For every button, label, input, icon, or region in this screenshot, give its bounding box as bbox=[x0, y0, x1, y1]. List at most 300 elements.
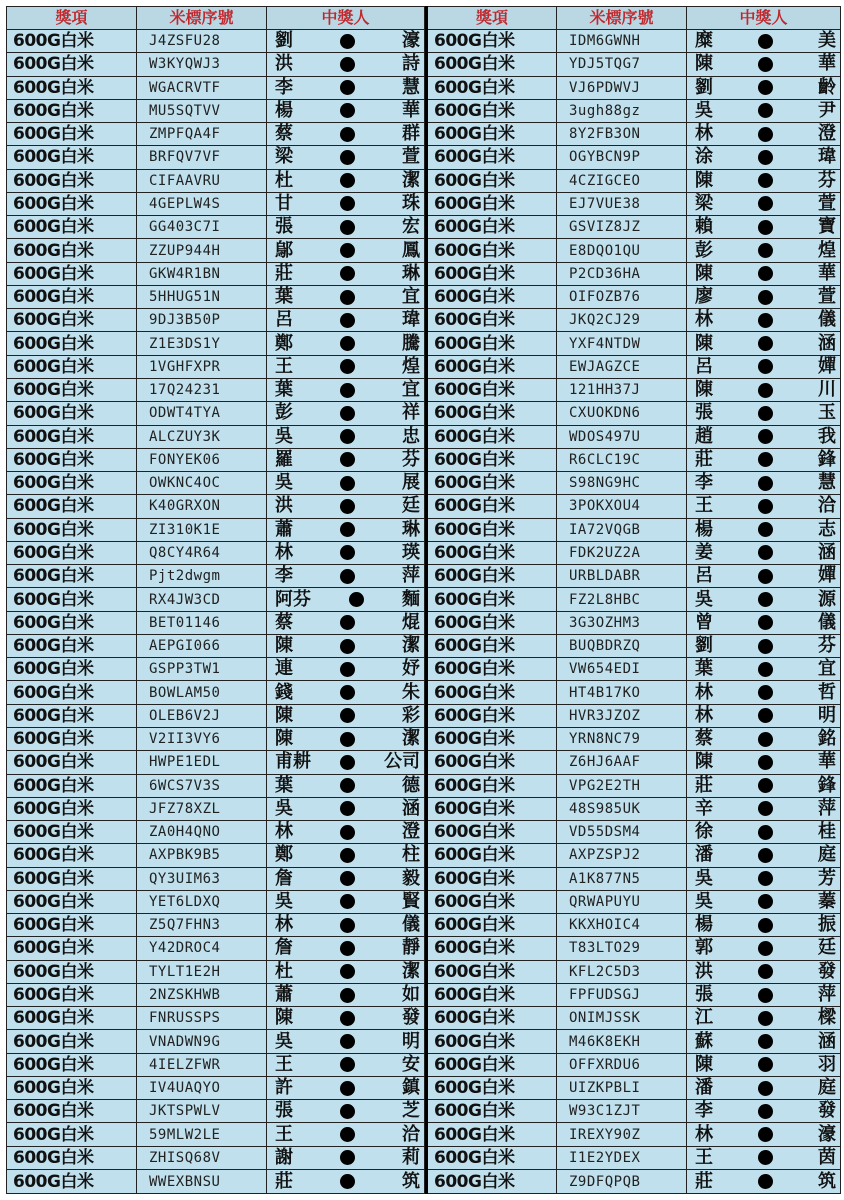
winner-table-right bbox=[425, 6, 841, 1194]
winner-name bbox=[687, 263, 840, 285]
winner-surname: 郭 bbox=[695, 937, 713, 959]
table-row bbox=[7, 518, 425, 541]
mask-dot-icon bbox=[340, 988, 355, 1003]
serial-cell: M46K8EKH bbox=[557, 1030, 687, 1053]
winner-name bbox=[687, 728, 840, 750]
mask-dot-icon bbox=[758, 639, 773, 654]
serial-cell: JKQ2CJ29 bbox=[557, 309, 687, 332]
table-row bbox=[427, 1030, 841, 1053]
winner-name bbox=[687, 705, 840, 727]
mask-dot-icon bbox=[340, 173, 355, 188]
mask-dot-icon bbox=[758, 848, 773, 863]
winner-cell bbox=[687, 123, 841, 146]
winner-surname: 謝 bbox=[275, 1146, 293, 1168]
prize-cell: 600G白米 bbox=[7, 1076, 137, 1099]
serial-cell: 3POKXOU4 bbox=[557, 495, 687, 518]
table-row bbox=[7, 797, 425, 820]
mask-dot-icon bbox=[340, 778, 355, 793]
winner-name bbox=[267, 751, 424, 773]
winner-given-name: 發 bbox=[818, 960, 836, 982]
winner-cell bbox=[687, 285, 841, 308]
table-row bbox=[427, 518, 841, 541]
winner-cell bbox=[267, 448, 425, 471]
winner-given-name: 發 bbox=[402, 1007, 420, 1029]
winner-given-name: 焜 bbox=[402, 611, 420, 633]
table-row bbox=[427, 53, 841, 76]
serial-cell: P2CD36HA bbox=[557, 262, 687, 285]
winner-surname: 呂 bbox=[275, 309, 293, 331]
winner-name bbox=[687, 635, 840, 657]
winner-given-name: 麵 bbox=[402, 588, 420, 610]
prize-cell: 600G白米 bbox=[427, 983, 557, 1006]
serial-cell: VPG2E2TH bbox=[557, 774, 687, 797]
winner-surname: 葉 bbox=[275, 379, 293, 401]
table-row bbox=[7, 681, 425, 704]
serial-cell: FZ2L8HBC bbox=[557, 588, 687, 611]
winner-cell bbox=[687, 472, 841, 495]
winner-surname: 涂 bbox=[695, 146, 713, 168]
prize-cell: 600G白米 bbox=[7, 1053, 137, 1076]
winner-cell bbox=[267, 890, 425, 913]
winner-rows-right bbox=[427, 30, 841, 1194]
winner-cell bbox=[267, 1146, 425, 1169]
mask-dot-icon bbox=[758, 1174, 773, 1189]
winner-given-name: 廷 bbox=[402, 495, 420, 517]
serial-cell: 17Q24231 bbox=[137, 378, 267, 401]
winner-name bbox=[267, 53, 424, 75]
table-row bbox=[7, 774, 425, 797]
prize-cell: 600G白米 bbox=[7, 914, 137, 937]
winner-given-name: 洽 bbox=[402, 1123, 420, 1145]
winner-given-name: 銘 bbox=[818, 728, 836, 750]
winner-given-name: 玉 bbox=[818, 402, 836, 424]
mask-dot-icon bbox=[758, 34, 773, 49]
table-row bbox=[7, 355, 425, 378]
mask-dot-icon bbox=[758, 778, 773, 793]
winner-cell bbox=[267, 239, 425, 262]
winner-name bbox=[267, 240, 424, 262]
winner-name bbox=[687, 123, 840, 145]
winner-given-name: 瑛 bbox=[402, 541, 420, 563]
winner-surname: 蔡 bbox=[275, 611, 293, 633]
winner-surname: 林 bbox=[275, 821, 293, 843]
table-row bbox=[7, 169, 425, 192]
winner-cell bbox=[267, 634, 425, 657]
winner-given-name: 濠 bbox=[402, 30, 420, 52]
serial-cell: Z1E3DS1Y bbox=[137, 332, 267, 355]
mask-dot-icon bbox=[758, 1034, 773, 1049]
winner-given-name: 萱 bbox=[402, 146, 420, 168]
winner-given-name: 如 bbox=[402, 984, 420, 1006]
serial-cell: IA72VQGB bbox=[557, 518, 687, 541]
serial-cell: 121HH37J bbox=[557, 378, 687, 401]
winner-name bbox=[267, 937, 424, 959]
winner-cell bbox=[267, 727, 425, 750]
table-row bbox=[7, 216, 425, 239]
mask-dot-icon bbox=[340, 476, 355, 491]
mask-dot-icon bbox=[340, 429, 355, 444]
winner-given-name: 珠 bbox=[402, 192, 420, 214]
winner-cell bbox=[687, 658, 841, 681]
prize-cell: 600G白米 bbox=[427, 634, 557, 657]
winner-cell bbox=[267, 751, 425, 774]
winner-surname: 張 bbox=[695, 402, 713, 424]
winner-surname: 辛 bbox=[695, 797, 713, 819]
winner-name bbox=[687, 216, 840, 238]
winner-surname: 陳 bbox=[275, 704, 293, 726]
table-row bbox=[7, 704, 425, 727]
winner-cell bbox=[687, 146, 841, 169]
winner-given-name: 明 bbox=[818, 704, 836, 726]
table-row bbox=[427, 448, 841, 471]
winner-name bbox=[267, 821, 424, 843]
prize-cell: 600G白米 bbox=[7, 890, 137, 913]
mask-dot-icon bbox=[340, 57, 355, 72]
table-row bbox=[7, 448, 425, 471]
mask-dot-icon bbox=[340, 685, 355, 700]
prize-cell: 600G白米 bbox=[7, 1146, 137, 1169]
winner-cell bbox=[687, 914, 841, 937]
winner-name bbox=[687, 1054, 840, 1076]
winner-name bbox=[267, 30, 424, 52]
serial-cell: BRFQV7VF bbox=[137, 146, 267, 169]
mask-dot-icon bbox=[758, 243, 773, 258]
winner-name bbox=[687, 798, 840, 820]
mask-dot-icon bbox=[340, 1081, 355, 1096]
winner-name bbox=[687, 914, 840, 936]
winner-cell bbox=[687, 960, 841, 983]
prize-cell: 600G白米 bbox=[7, 751, 137, 774]
prize-cell: 600G白米 bbox=[427, 76, 557, 99]
mask-dot-icon bbox=[758, 755, 773, 770]
prize-cell: 600G白米 bbox=[7, 472, 137, 495]
serial-cell: AXPBK9B5 bbox=[137, 844, 267, 867]
serial-cell: KFL2C5D3 bbox=[557, 960, 687, 983]
table-row bbox=[427, 30, 841, 53]
winner-cell bbox=[687, 727, 841, 750]
table-row bbox=[7, 1123, 425, 1146]
winner-name bbox=[687, 589, 840, 611]
winner-cell bbox=[687, 565, 841, 588]
prize-cell: 600G白米 bbox=[427, 99, 557, 122]
table-row bbox=[7, 1100, 425, 1123]
winner-name bbox=[267, 775, 424, 797]
winner-surname: 呂 bbox=[695, 355, 713, 377]
winner-surname: 甘 bbox=[275, 192, 293, 214]
prize-cell: 600G白米 bbox=[7, 867, 137, 890]
winner-cell bbox=[267, 797, 425, 820]
prize-cell: 600G白米 bbox=[7, 53, 137, 76]
winner-name bbox=[687, 30, 840, 52]
winner-given-name: 川 bbox=[818, 379, 836, 401]
winner-cell bbox=[267, 960, 425, 983]
winner-cell bbox=[267, 774, 425, 797]
serial-cell: MU5SQTVV bbox=[137, 99, 267, 122]
winner-cell bbox=[687, 1076, 841, 1099]
winner-surname: 洪 bbox=[275, 53, 293, 75]
mask-dot-icon bbox=[758, 708, 773, 723]
mask-dot-icon bbox=[758, 173, 773, 188]
winner-name bbox=[267, 449, 424, 471]
winner-surname: 蔡 bbox=[695, 728, 713, 750]
serial-cell: VW654EDI bbox=[557, 658, 687, 681]
winner-cell bbox=[687, 681, 841, 704]
serial-cell: OWKNC4OC bbox=[137, 472, 267, 495]
mask-dot-icon bbox=[340, 34, 355, 49]
table-row bbox=[427, 216, 841, 239]
prize-cell: 600G白米 bbox=[7, 1170, 137, 1194]
prize-cell: 600G白米 bbox=[427, 588, 557, 611]
mask-dot-icon bbox=[340, 406, 355, 421]
serial-cell: CIFAAVRU bbox=[137, 169, 267, 192]
prize-cell: 600G白米 bbox=[7, 285, 137, 308]
table-row bbox=[7, 239, 425, 262]
serial-cell: YRN8NC79 bbox=[557, 727, 687, 750]
table-row bbox=[7, 192, 425, 215]
winner-given-name: 澄 bbox=[402, 821, 420, 843]
winner-given-name: 涵 bbox=[818, 541, 836, 563]
mask-dot-icon bbox=[758, 1104, 773, 1119]
prize-cell: 600G白米 bbox=[7, 960, 137, 983]
table-row bbox=[427, 937, 841, 960]
winner-surname: 林 bbox=[695, 681, 713, 703]
winner-surname: 葉 bbox=[695, 658, 713, 680]
winner-surname: 吳 bbox=[695, 588, 713, 610]
mask-dot-icon bbox=[758, 103, 773, 118]
mask-dot-icon bbox=[340, 964, 355, 979]
winner-given-name: 瑋 bbox=[818, 146, 836, 168]
table-row bbox=[7, 960, 425, 983]
winner-name bbox=[687, 286, 840, 308]
table-row bbox=[7, 285, 425, 308]
winner-given-name: 琳 bbox=[402, 262, 420, 284]
winner-surname: 江 bbox=[695, 1007, 713, 1029]
winner-given-name: 潔 bbox=[402, 728, 420, 750]
winner-cell bbox=[687, 611, 841, 634]
mask-dot-icon bbox=[758, 359, 773, 374]
prize-cell: 600G白米 bbox=[7, 518, 137, 541]
mask-dot-icon bbox=[758, 941, 773, 956]
winner-name bbox=[687, 542, 840, 564]
table-row bbox=[427, 867, 841, 890]
winner-name bbox=[267, 309, 424, 331]
winner-name bbox=[267, 658, 424, 680]
winner-surname: 梁 bbox=[275, 146, 293, 168]
prize-cell: 600G白米 bbox=[427, 123, 557, 146]
prize-cell: 600G白米 bbox=[7, 821, 137, 844]
mask-dot-icon bbox=[758, 1081, 773, 1096]
prize-cell: 600G白米 bbox=[7, 565, 137, 588]
winner-name bbox=[687, 1124, 840, 1146]
winner-name bbox=[687, 519, 840, 541]
winner-given-name: 瑋 bbox=[402, 309, 420, 331]
table-row bbox=[7, 1076, 425, 1099]
winner-cell bbox=[687, 355, 841, 378]
winner-name bbox=[267, 1031, 424, 1053]
serial-cell: FNRUSSPS bbox=[137, 1007, 267, 1030]
prize-cell: 600G白米 bbox=[7, 99, 137, 122]
winner-given-name: 庭 bbox=[818, 844, 836, 866]
mask-dot-icon bbox=[758, 336, 773, 351]
serial-cell: Z6HJ6AAF bbox=[557, 751, 687, 774]
prize-cell: 600G白米 bbox=[427, 565, 557, 588]
serial-cell: IDM6GWNH bbox=[557, 30, 687, 53]
winner-surname: 阿芬 bbox=[275, 588, 311, 610]
winner-cell bbox=[267, 378, 425, 401]
winner-surname: 林 bbox=[695, 1123, 713, 1145]
mask-dot-icon bbox=[340, 1057, 355, 1072]
winner-surname: 陳 bbox=[695, 262, 713, 284]
prize-cell: 600G白米 bbox=[427, 192, 557, 215]
mask-dot-icon bbox=[340, 196, 355, 211]
prize-cell: 600G白米 bbox=[7, 355, 137, 378]
mask-dot-icon bbox=[758, 871, 773, 886]
prize-cell: 600G白米 bbox=[7, 774, 137, 797]
table-row bbox=[7, 262, 425, 285]
table-row bbox=[427, 472, 841, 495]
mask-dot-icon bbox=[340, 825, 355, 840]
serial-cell: W3KYQWJ3 bbox=[137, 53, 267, 76]
mask-dot-icon bbox=[758, 220, 773, 235]
mask-dot-icon bbox=[340, 871, 355, 886]
winner-surname: 糜 bbox=[695, 30, 713, 52]
winner-name bbox=[267, 426, 424, 448]
winner-name bbox=[267, 1077, 424, 1099]
table-row bbox=[427, 495, 841, 518]
winner-given-name: 華 bbox=[818, 53, 836, 75]
winner-given-name: 德 bbox=[402, 774, 420, 796]
mask-dot-icon bbox=[758, 732, 773, 747]
prize-cell: 600G白米 bbox=[427, 1076, 557, 1099]
table-row bbox=[7, 844, 425, 867]
table-row bbox=[427, 774, 841, 797]
table-row bbox=[7, 123, 425, 146]
table-row bbox=[427, 1170, 841, 1194]
winner-cell bbox=[267, 495, 425, 518]
prize-cell: 600G白米 bbox=[7, 797, 137, 820]
table-row bbox=[7, 402, 425, 425]
winner-surname: 林 bbox=[275, 541, 293, 563]
winner-cell bbox=[267, 1007, 425, 1030]
prize-cell: 600G白米 bbox=[7, 30, 137, 53]
serial-cell: HT4B17KO bbox=[557, 681, 687, 704]
winner-name bbox=[267, 682, 424, 704]
table-row bbox=[427, 402, 841, 425]
table-row bbox=[7, 1053, 425, 1076]
winner-name bbox=[687, 356, 840, 378]
mask-dot-icon bbox=[340, 639, 355, 654]
table-row bbox=[7, 867, 425, 890]
table-row bbox=[7, 937, 425, 960]
mask-dot-icon bbox=[340, 499, 355, 514]
prize-cell: 600G白米 bbox=[427, 495, 557, 518]
prize-cell: 600G白米 bbox=[7, 332, 137, 355]
winner-surname: 陳 bbox=[695, 53, 713, 75]
winner-given-name: 芝 bbox=[402, 1100, 420, 1122]
table-row bbox=[7, 914, 425, 937]
serial-cell: TYLT1E2H bbox=[137, 960, 267, 983]
winner-given-name: 宜 bbox=[818, 658, 836, 680]
winner-name bbox=[687, 937, 840, 959]
prize-cell: 600G白米 bbox=[427, 867, 557, 890]
table-row bbox=[427, 285, 841, 308]
winner-cell bbox=[267, 192, 425, 215]
table-row bbox=[7, 1170, 425, 1194]
winner-surname: 徐 bbox=[695, 821, 713, 843]
winner-surname: 王 bbox=[695, 495, 713, 517]
prize-cell: 600G白米 bbox=[7, 983, 137, 1006]
winner-cell bbox=[687, 774, 841, 797]
serial-cell: YDJ5TQG7 bbox=[557, 53, 687, 76]
serial-cell: EWJAGZCE bbox=[557, 355, 687, 378]
winner-cell bbox=[267, 937, 425, 960]
winner-surname: 李 bbox=[695, 1100, 713, 1122]
winner-name bbox=[267, 1007, 424, 1029]
column-header-serial: 米標序號 bbox=[557, 7, 687, 30]
winner-surname: 賴 bbox=[695, 216, 713, 238]
serial-cell: ZMPFQA4F bbox=[137, 123, 267, 146]
winner-name bbox=[267, 402, 424, 424]
winner-given-name: 賢 bbox=[402, 890, 420, 912]
mask-dot-icon bbox=[340, 220, 355, 235]
winner-surname: 姜 bbox=[695, 541, 713, 563]
winner-given-name: 齡 bbox=[818, 76, 836, 98]
serial-cell: GSVIZ8JZ bbox=[557, 216, 687, 239]
prize-cell: 600G白米 bbox=[7, 937, 137, 960]
winner-cell bbox=[267, 1030, 425, 1053]
table-row bbox=[7, 146, 425, 169]
table-row bbox=[7, 658, 425, 681]
winner-name bbox=[687, 565, 840, 587]
winner-surname: 蕭 bbox=[275, 984, 293, 1006]
serial-cell: 9DJ3B50P bbox=[137, 309, 267, 332]
serial-cell: ZZUP944H bbox=[137, 239, 267, 262]
prize-cell: 600G白米 bbox=[7, 425, 137, 448]
winner-surname: 潘 bbox=[695, 1077, 713, 1099]
table-row bbox=[427, 332, 841, 355]
prize-cell: 600G白米 bbox=[7, 727, 137, 750]
winner-cell bbox=[687, 751, 841, 774]
serial-cell: HVR3JZOZ bbox=[557, 704, 687, 727]
serial-cell: BUQBDRZQ bbox=[557, 634, 687, 657]
winner-name bbox=[267, 77, 424, 99]
winner-name bbox=[267, 705, 424, 727]
winner-cell bbox=[267, 1053, 425, 1076]
winner-given-name: 芬 bbox=[402, 448, 420, 470]
winner-given-name: 妤 bbox=[402, 658, 420, 680]
winner-name bbox=[267, 356, 424, 378]
prize-cell: 600G白米 bbox=[427, 216, 557, 239]
serial-cell: QY3UIM63 bbox=[137, 867, 267, 890]
winner-cell bbox=[687, 541, 841, 564]
winner-given-name: 廷 bbox=[818, 937, 836, 959]
serial-cell: WGACRVTF bbox=[137, 76, 267, 99]
winner-surname: 李 bbox=[275, 565, 293, 587]
winner-cell bbox=[687, 53, 841, 76]
winner-surname: 潘 bbox=[695, 844, 713, 866]
table-row bbox=[7, 588, 425, 611]
winner-given-name: 芬 bbox=[818, 635, 836, 657]
winner-cell bbox=[267, 332, 425, 355]
prize-cell: 600G白米 bbox=[427, 960, 557, 983]
winner-given-name: 安 bbox=[402, 1053, 420, 1075]
serial-cell: 8Y2FB3ON bbox=[557, 123, 687, 146]
table-row bbox=[7, 890, 425, 913]
mask-dot-icon bbox=[340, 452, 355, 467]
winner-cell bbox=[687, 495, 841, 518]
table-row bbox=[7, 76, 425, 99]
winner-given-name: 芳 bbox=[818, 867, 836, 889]
